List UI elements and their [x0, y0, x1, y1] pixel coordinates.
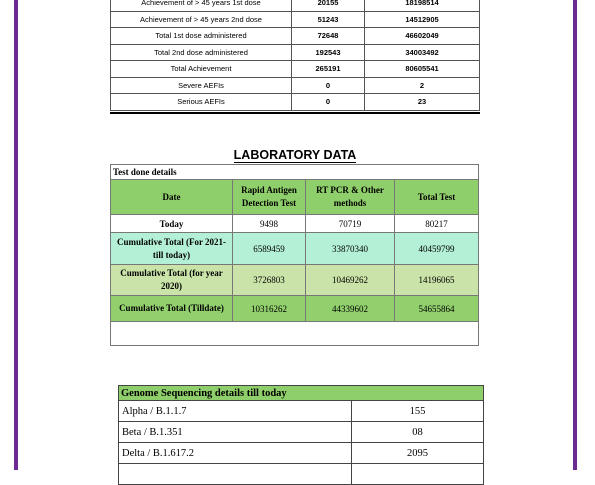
today-value: 192543	[292, 44, 365, 61]
cumulative-value: 23	[365, 94, 480, 111]
page-border-right	[573, 0, 577, 470]
today-value: 265191	[292, 61, 365, 78]
page-border-left	[14, 0, 18, 470]
today-value: 0	[292, 77, 365, 94]
total-cell: 14196065	[395, 265, 479, 296]
table-row	[111, 44, 480, 61]
variant-name: Alpha / B.1.1.7	[119, 401, 352, 422]
row-label: Total 1st dose administered	[111, 28, 292, 45]
table-row	[111, 61, 480, 78]
table-row	[111, 0, 480, 11]
header-row	[119, 386, 484, 401]
table-row	[119, 401, 484, 422]
cumulative-value: 46602049	[365, 28, 480, 45]
cumulative-value: 2	[365, 77, 480, 94]
rapid-cell: 10316262	[233, 296, 306, 322]
vaccination-table	[110, 0, 480, 111]
today-value: 0	[292, 94, 365, 111]
row-label: Severe AEFIs	[111, 77, 292, 94]
rtpcr-cell: 10469262	[306, 265, 395, 296]
total-cell: 80217	[395, 215, 479, 233]
variant-name: Beta / B.1.351	[119, 422, 352, 443]
section-title-text: LABORATORY DATA	[233, 148, 357, 162]
table-row	[111, 11, 480, 28]
date-cell: Cumulative Total (for year 2020)	[111, 265, 233, 296]
variant-count: 08	[352, 422, 484, 443]
variant-name	[119, 464, 352, 485]
rtpcr-cell: 70719	[306, 215, 395, 233]
section-title	[110, 148, 480, 162]
table-row	[111, 265, 479, 296]
rapid-cell: 6589459	[233, 233, 306, 265]
row-label: Achievement of > 45 years 2nd dose	[111, 11, 292, 28]
variant-count: 155	[352, 401, 484, 422]
cumulative-value: 18198514	[365, 0, 480, 11]
date-cell: Today	[111, 215, 233, 233]
column-header: RT PCR & Other methods	[306, 180, 395, 215]
rapid-cell: 3726803	[233, 265, 306, 296]
total-cell: 54655864	[395, 296, 479, 322]
table-row	[119, 464, 484, 485]
table-caption: Test done details	[111, 165, 479, 180]
total-cell: 40459799	[395, 233, 479, 265]
today-value: 72648	[292, 28, 365, 45]
column-header: Rapid Antigen Detection Test	[233, 180, 306, 215]
genome-title: Genome Sequencing details till today	[119, 386, 484, 401]
row-label: Total Achievement	[111, 61, 292, 78]
variant-name: Delta / B.1.617.2	[119, 443, 352, 464]
row-label: Achievement of > 45 years 1st dose	[111, 0, 292, 11]
blank-row	[111, 322, 479, 346]
today-value: 51243	[292, 11, 365, 28]
variant-count	[352, 464, 484, 485]
table-row	[111, 77, 480, 94]
header-row	[111, 180, 479, 215]
laboratory-table	[110, 164, 479, 346]
column-header: Date	[111, 180, 233, 215]
date-cell: Cumulative Total (For 2021- till today)	[111, 233, 233, 265]
table-row	[111, 28, 480, 45]
table-row	[111, 215, 479, 233]
today-value: 20155	[292, 0, 365, 11]
genome-table	[118, 385, 484, 485]
rtpcr-cell: 44339602	[306, 296, 395, 322]
table-row	[111, 94, 480, 111]
table-row	[119, 443, 484, 464]
caption-row	[111, 165, 479, 180]
variant-count: 2095	[352, 443, 484, 464]
row-label: Total 2nd dose administered	[111, 44, 292, 61]
column-header: Total Test	[395, 180, 479, 215]
row-label: Serious AEFIs	[111, 94, 292, 111]
table-row	[119, 422, 484, 443]
cumulative-value: 14512905	[365, 11, 480, 28]
cumulative-value: 34003492	[365, 44, 480, 61]
table-row	[111, 233, 479, 265]
cumulative-value: 80605541	[365, 61, 480, 78]
rapid-cell: 9498	[233, 215, 306, 233]
table-row	[111, 296, 479, 322]
rtpcr-cell: 33870340	[306, 233, 395, 265]
blank-cell	[111, 322, 479, 346]
date-cell: Cumulative Total (Tilldate)	[111, 296, 233, 322]
table-bottom-rule	[110, 112, 480, 114]
